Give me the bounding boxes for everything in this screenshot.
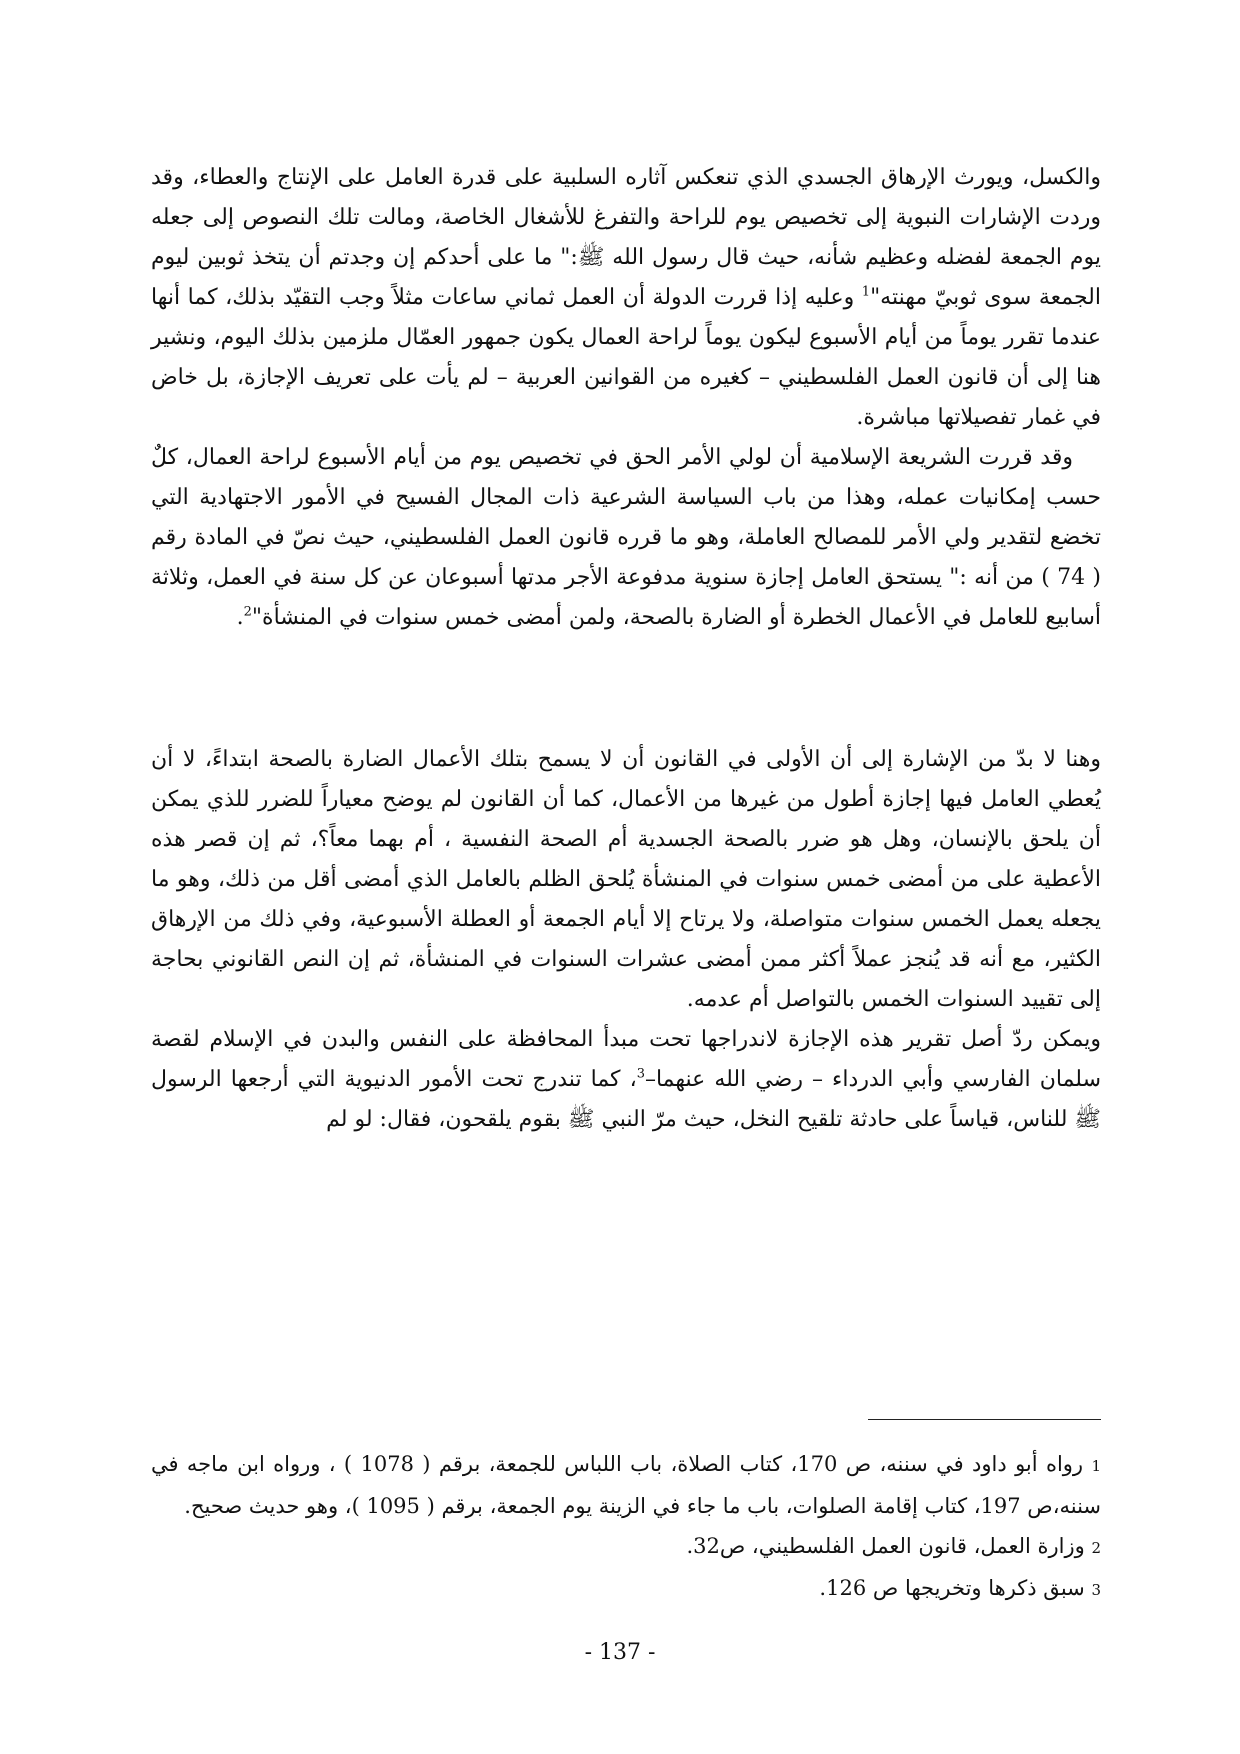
paragraph-1: والكسل، ويورث الإرهاق الجسدي الذي تنعكس آثاره السلبية على قدرة العامل على الإنتاج والعطاء، وقد وردت الإشارات النبوية إلى تخصيص يوم للراحة والتفرغ للأشغال الخاصة، ومالت تلك النصوص إلى جعله يوم الجمعة لفضله وعظيم شأنه، حيث قال رسول الله ﷺ:" ما على أحدكم إن وجدتم أن يتخذ ثوبين ليوم الجمعة سوى ثوبيّ مهنته"$^1$ وعليه إذا قررت الدولة أن العمل ثماني ساعات مثلاً وجب التقيّد بذلك، كما أنها عندما تقرر يوماً من أيام الأسبوع ليكون يوماً لراحة العمال يكون جمهور العمّال ملزمين بذلك اليوم، ونشير هنا إلى أن قانون العمل الفلسطيني – كغيره من القوانين العربية – لم يأت على تعريف الإجازة، بل خاض في غمار تفصيلاتها مباشرة. <box>151 165 1101 430</box>
footnote-separator <box>868 1419 1101 1420</box>
paragraph-4: ويمكن ردّ أصل تقرير هذه الإجازة لاندراجها تحت مبدأ المحافظة على النفس والبدن في الإسلام لقصة سلمان الفارسي وأبي الدرداء – رضي الله عنهما–$^3$، كما تندرج تحت الأمور الدنيوية التي أرجعها الرسول ﷺ للناس، قياساً على حادثة تلقيح النخل، حيث مرّ النبي ﷺ بقوم يلقحون، فقال: لو لم <box>151 1027 1102 1132</box>
page-number: - 137 - <box>584 1640 656 1665</box>
footnote-2: 2 وزارة العمل، قانون العمل الفلسطيني، ص32. <box>686 1534 1101 1558</box>
footnote-ref-2[interactable]: 2 <box>243 604 252 620</box>
footnote-number: 3 <box>1091 1581 1101 1599</box>
footnote-number: 1 <box>1091 1457 1101 1475</box>
footnote-ref-1[interactable]: 1 <box>861 284 871 300</box>
paragraph-3: وهنا لا بدّ من الإشارة إلى أن الأولى في القانون أن لا يسمح بتلك الأعمال الضارة بالصحة ابتداءً، لا أن يُعطي العامل فيها إجازة أطول من غيرها من الأعمال، كما أن القانون لم يوضح معياراً للضرر للذي يمكن أن يلحق بالإنسان، وهل هو ضرر بالصحة الجسدية أم الصحة النفسية ، أم بهما معاً؟، ثم إن قصر هذه الأعطية على من أمضى خمس سنوات في المنشأة يُلحق الظلم بالعامل الذي أمضى أقل من ذلك، وهو ما يجعله يعمل الخمس سنوات متواصلة، ولا يرتاح إلا أيام الجمعة أو العطلة الأسبوعية، وفي ذلك من الإرهاق الكثير، مع أنه قد يُنجز عملاً أكثر ممن أمضى عشرات السنوات في المنشأة، ثم إن النص القانوني بحاجة إلى تقييد السنوات الخمس بالتواصل أم عدمه. <box>151 747 1101 1012</box>
footnote-ref-3[interactable]: 3 <box>636 1066 645 1082</box>
footnotes <box>151 1444 1101 1610</box>
footnote-number: 2 <box>1091 1539 1101 1557</box>
footnote-1: 1 رواه أبو داود في سننه، ص 170، كتاب الصلاة، باب اللباس للجمعة، برقم ( 1078 ) ، ورواه ابن ماجه في سننه،ص 197، كتاب إقامة الصلوات، باب ما جاء في الزينة يوم الجمعة، برقم ( 1095 )، وهو حديث صحيح. <box>151 1452 1101 1518</box>
main-text-bottom <box>151 740 1101 1140</box>
main-text-top <box>151 158 1101 638</box>
footnote-3: 3 سبق ذكرها وتخريجها ص 126. <box>819 1576 1101 1600</box>
paragraph-2: وقد قررت الشريعة الإسلامية أن لولي الأمر الحق في تخصيص يوم من أيام الأسبوع لراحة العمال، كلٌ حسب إمكانيات عمله، وهذا من باب السياسة الشرعية ذات المجال الفسيح في الأمور الاجتهادية التي تخضع لتقدير ولي الأمر للمصالح العاملة، وهو ما قرره قانون العمل الفلسطيني، حيث نصّ في المادة رقم ( 74 ) من أنه :" يستحق العامل إجازة سنوية مدفوعة الأجر مدتها أسبوعان عن كل سنة في العمل، وثلاثة أسابيع للعامل في الأعمال الخطرة أو الضارة بالصحة، ولمن أمضى خمس سنوات في المنشأة"$^2$. <box>151 445 1101 630</box>
